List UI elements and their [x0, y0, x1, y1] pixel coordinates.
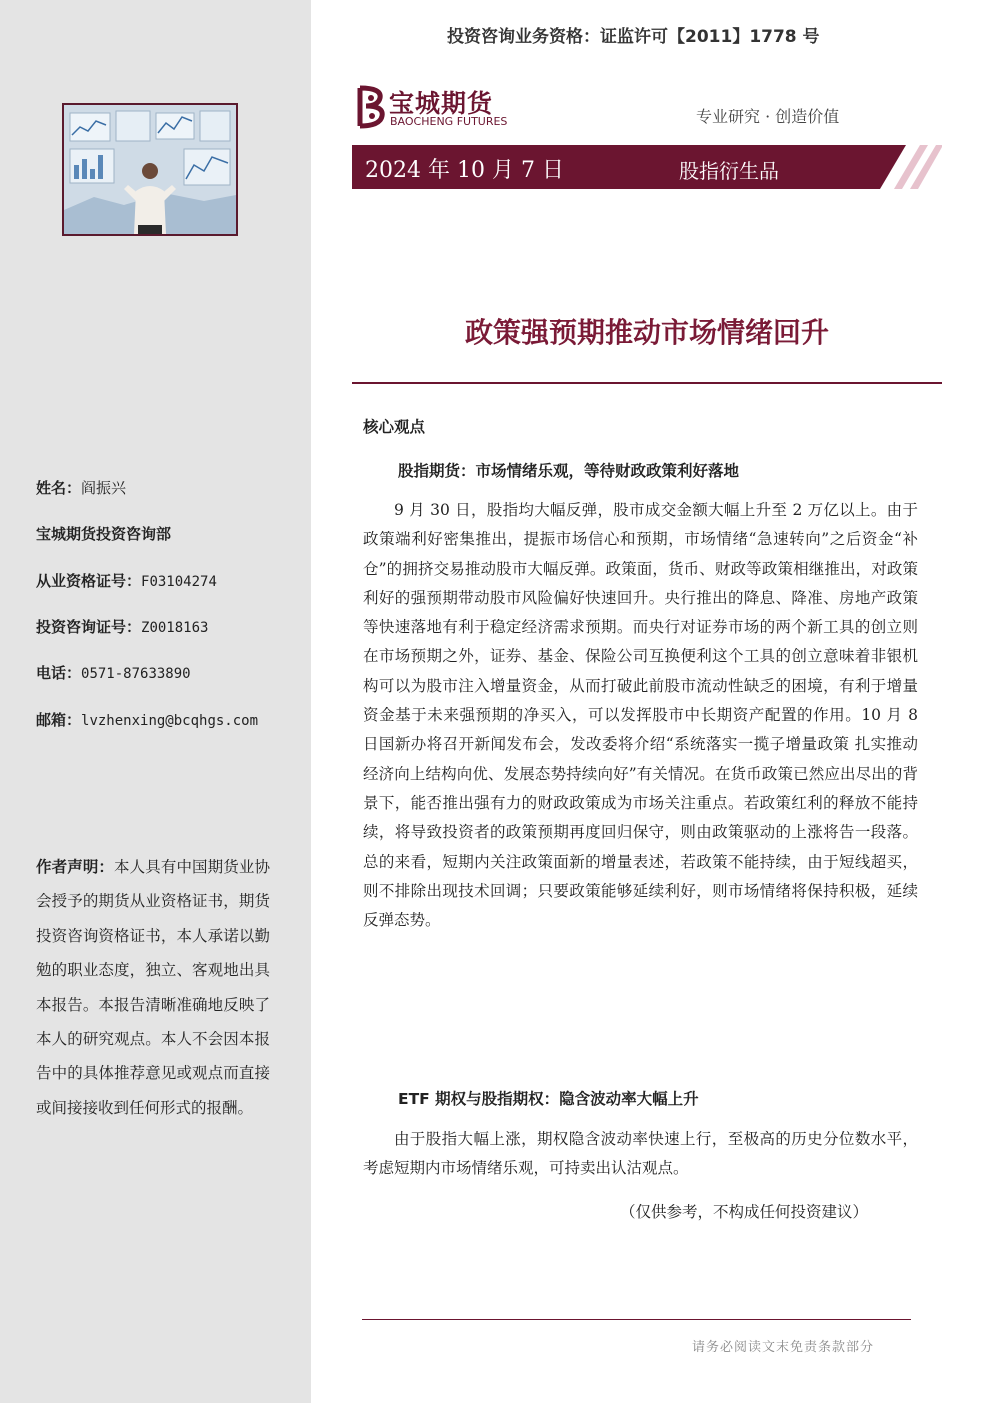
logo-mark-icon: [354, 84, 388, 130]
company-logo: [354, 84, 524, 132]
consulting-label: 投资咨询证号：: [36, 618, 142, 636]
author-name: [36, 477, 126, 498]
footer-note: 请务必阅读文末免责条款部分: [692, 1340, 875, 1355]
section2-title: ETF 期权与股指期权：隐含波动率大幅上升: [398, 1090, 699, 1108]
email-value[interactable]: lvzhenxing@bcqhgs.com: [81, 713, 259, 729]
qualification-number: [36, 570, 217, 591]
qualification-label: 从业资格证号：: [36, 572, 142, 590]
slogan: 专业研究 · 创造价值: [696, 107, 840, 126]
phone-label: 电话：: [36, 664, 82, 682]
declaration-label: 作者声明：: [36, 858, 115, 876]
logo-english: BAOCHENG FUTURES: [390, 115, 508, 128]
email: [36, 709, 258, 730]
license-statement: 投资咨询业务资格：证监许可【2011】1778 号: [447, 27, 820, 47]
section2-text: 由于股指大幅上涨，期权隐含波动率快速上行，至极高的历史分位数水平，考虑短期内市场情绪乐观，可持卖出认沽观点。: [363, 1130, 918, 1178]
name-value: 阎振兴: [81, 479, 127, 497]
report-category: 股指衍生品: [679, 159, 779, 183]
core-view-label: 核心观点: [363, 418, 426, 436]
phone: [36, 662, 191, 683]
section1-title: 股指期货：市场情绪乐观，等待财政政策利好落地: [398, 462, 740, 480]
disclaimer: （仅供参考，不构成任何投资建议）: [620, 1203, 869, 1221]
name-label: 姓名：: [36, 479, 82, 497]
consulting-value: Z0018163: [141, 620, 209, 636]
cover-image: [62, 103, 238, 236]
phone-value: 0571-87633890: [81, 666, 191, 682]
section1-text: 9 月 30 日，股指均大幅反弹，股市成交金额大幅上升至 2 万亿以上。由于政策端利好密集推出，提振市场信心和预期，市场情绪“急速转向”之后资金“补仓”的拥挤交易推动股市大幅反弹。政策面，货币、财政等政策相继推出，对政策利好的强预期带动股市风险偏好快速回升。央行推出的降息、降准、房地产政策等快速落地有利于稳定经济需求预期。而央行对证券市场的两个新工具的创立则在市场预期之外，证券、基金、保险公司互换便利这个工具的创立意味着非银机构可以为股市注入增量资金，从而打破此前股市流动性缺乏的困境，有利于增量资金基于未来强预期的净买入，可以发挥股市中长期资产配置的作用。10 月 8 日国新办将召开新闻发布会，发改委将介绍“系统落实一揽子增量政策 扎实推动经济向上结构向优、发展态势持续向好”有关情况。在货币政策已然应出尽出的背景下，能否推出强有力的财政政策成为市场关注重点。若政策红利的释放不能持续，将导致投资者的政策预期再度回归保守，则由政策驱动的上涨将告一段落。总的来看，短期内关注政策面新的增量表述，若政策不能持续，由于短线超买，则不排除出现技术回调；只要政策能够延续利好，则市场情绪将保持积极，延续反弹态势。: [363, 501, 918, 930]
declaration-text: 本人具有中国期货业协会授予的期货从业资格证书，期货投资咨询资格证书，本人承诺以勤勉的职业态度，独立、客观地出具本报告。本报告清晰准确地反映了本人的研究观点。本人不会因本报告中的具体推荐意见或观点而直接或间接接收到任何形式的报酬。: [36, 858, 270, 1117]
consulting-number: [36, 616, 208, 637]
department: 宝城期货投资咨询部: [36, 525, 172, 543]
qualification-value: F03104274: [141, 574, 217, 590]
email-label: 邮箱：: [36, 711, 82, 729]
author-declaration: [36, 850, 270, 1125]
footer-divider: [362, 1319, 911, 1320]
report-date: 2024 年 10 月 7 日: [365, 158, 564, 183]
title-divider: [352, 382, 942, 384]
logo-chinese: 宝城期货: [389, 89, 494, 118]
report-title: 政策强预期推动市场情绪回升: [464, 316, 829, 349]
